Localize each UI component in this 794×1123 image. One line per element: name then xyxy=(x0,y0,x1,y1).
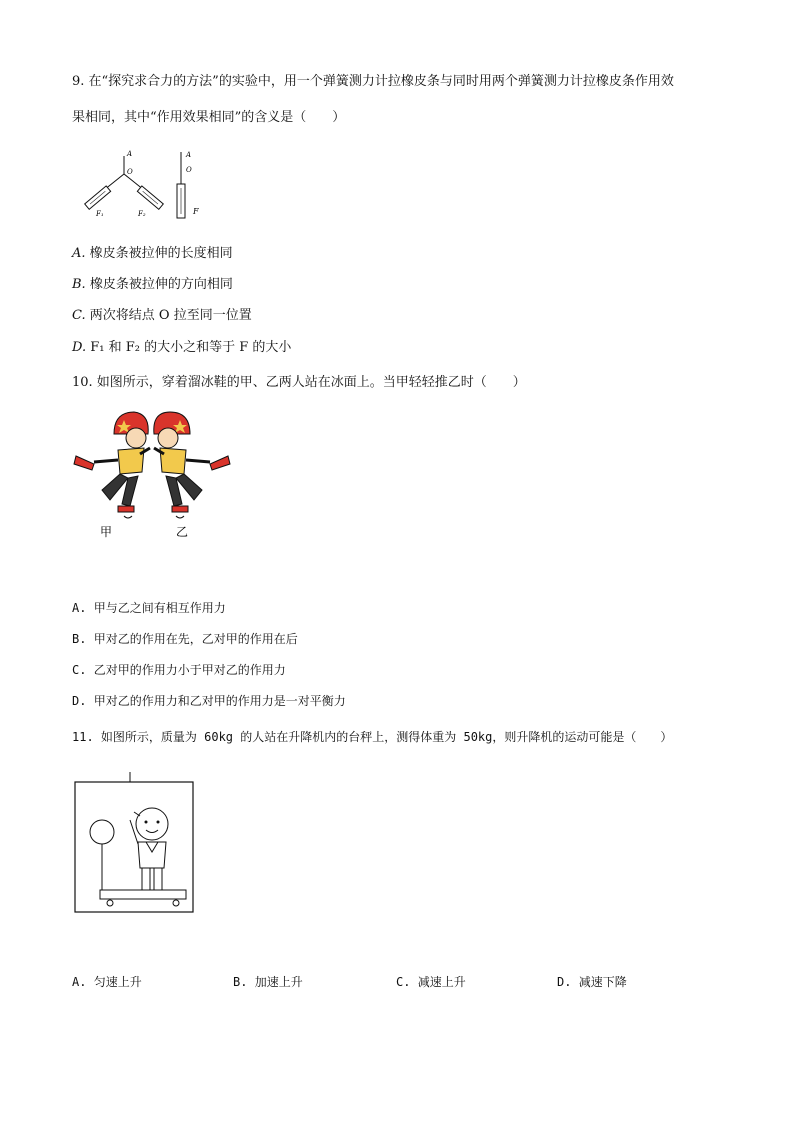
option-text: 橡皮条被拉伸的方向相同 xyxy=(89,277,233,292)
q11-stem: 11. 如图所示，质量为 60kg 的人站在升降机内的台秤上，测得体重为 50kg，则升降机的运动可能是（ ） xyxy=(72,730,673,744)
option-key: C. xyxy=(72,308,86,323)
option-key: B. xyxy=(233,975,248,989)
q9-spring-scale-f1 xyxy=(85,186,111,209)
q9-option-b xyxy=(72,275,233,295)
q9-figure xyxy=(78,148,218,226)
q10-figure xyxy=(72,404,232,544)
q9-stem-line1: 9. 在“探究求合力的方法”的实验中，用一个弹簧测力计拉橡皮条与同时用两个弹簧测力计拉橡皮条作用效 xyxy=(72,74,674,89)
q11-figure xyxy=(72,772,198,916)
q10-option-a xyxy=(72,598,226,618)
q11-option-d xyxy=(557,972,627,992)
q9-spring-scale-f2 xyxy=(137,186,163,209)
q9-stem-line2: 果相同，其中“作用效果相同”的含义是（ ） xyxy=(72,110,346,125)
option-text: 甲与乙之间有相互作用力 xyxy=(93,601,226,615)
option-text: 橡皮条被拉伸的长度相同 xyxy=(89,246,233,261)
q9-label-f1: F₁ xyxy=(96,210,104,218)
q11-option-b xyxy=(233,972,303,992)
option-text: 加速上升 xyxy=(254,975,303,989)
option-key: B. xyxy=(72,277,86,292)
q10-option-c xyxy=(72,660,286,680)
label-yi: 乙 xyxy=(176,525,189,539)
option-key: C. xyxy=(396,975,411,989)
option-key: D. xyxy=(72,694,87,708)
q9-label-a-right: A xyxy=(186,151,192,159)
option-key: C. xyxy=(72,663,87,677)
option-text: 两次将结点 O 拉至同一位置 xyxy=(89,308,252,323)
q9-label-a-left: A xyxy=(127,150,133,158)
option-text: 减速上升 xyxy=(417,975,466,989)
option-text: F₁ 和 F₂ 的大小之和等于 F 的大小 xyxy=(90,340,292,355)
option-text: 匀速上升 xyxy=(93,975,142,989)
scale-platform xyxy=(100,890,186,899)
option-key: B. xyxy=(72,632,87,646)
option-key: A. xyxy=(72,601,87,615)
option-key: A. xyxy=(72,975,87,989)
q9-option-d xyxy=(72,338,291,358)
option-key: D. xyxy=(557,975,572,989)
q11-option-a xyxy=(72,972,142,992)
q10-stem: 10. 如图所示，穿着溜冰鞋的甲、乙两人站在冰面上。当甲轻轻推乙时（ ） xyxy=(72,375,526,390)
option-text: 甲对乙的作用在先，乙对甲的作用在后 xyxy=(93,632,298,646)
skater-yi xyxy=(154,412,230,518)
skater-jia xyxy=(74,412,150,518)
option-text: 乙对甲的作用力小于甲对乙的作用力 xyxy=(93,663,286,677)
option-key: D. xyxy=(72,340,87,355)
scale-dial-icon xyxy=(90,820,114,844)
q9-label-f: F xyxy=(193,207,199,216)
option-text: 甲对乙的作用力和乙对甲的作用力是一对平衡力 xyxy=(93,694,346,708)
label-jia: 甲 xyxy=(100,525,113,539)
option-text: 减速下降 xyxy=(578,975,627,989)
q9-label-f2: F₂ xyxy=(138,210,146,218)
q9-option-c xyxy=(72,306,252,326)
q10-option-b xyxy=(72,629,298,649)
q9-label-o-right: O xyxy=(186,166,192,174)
q9-option-a xyxy=(72,244,233,264)
q11-option-c xyxy=(396,972,466,992)
option-key: A. xyxy=(72,246,86,261)
q10-option-d xyxy=(72,691,346,711)
q9-label-o-left: O xyxy=(127,168,133,176)
